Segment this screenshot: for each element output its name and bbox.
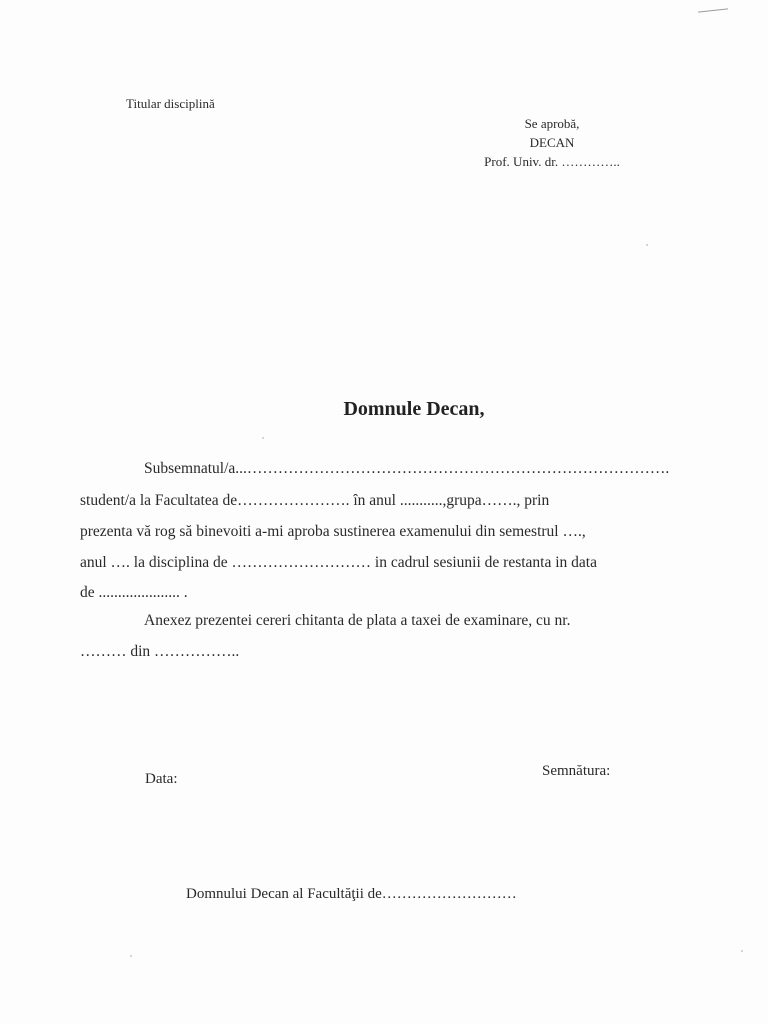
course-holder-label: Titular disciplină — [126, 96, 215, 111]
dean-label: DECAN — [529, 135, 575, 150]
body-line-3: prezenta vă rog să binevoiti a-mi aproba sustinerea examenului din semestrul …., — [80, 523, 586, 540]
signature-label: Semnătura: — [542, 763, 611, 779]
date-label: Data: — [145, 771, 178, 787]
body-line-5: de ..................... . — [80, 584, 188, 601]
addressee-line: Domnului Decan al Facultăţii de……………………… — [186, 886, 517, 902]
approval-line: Se aprobă, — [524, 116, 580, 131]
salutation-heading: Domnule Decan, — [343, 398, 485, 420]
approval-block — [462, 114, 642, 171]
scan-speck — [646, 244, 648, 246]
body-line-1: Subsemnatul/a...………………………………………………………………………. — [144, 460, 670, 477]
scan-speck — [130, 955, 132, 957]
body-line-7: ……… din …………….. — [80, 643, 240, 660]
scan-speck — [262, 437, 264, 439]
scan-artifact — [698, 8, 728, 12]
scan-speck — [741, 950, 743, 952]
body-line-4: anul …. la disciplina de ……………………… in cadrul sesiunii de restanta in data — [80, 554, 597, 571]
body-line-6: Anexez prezentei cereri chitanta de plata a taxei de examinare, cu nr. — [144, 612, 571, 629]
body-line-2: student/a la Facultatea de…………………. în anul ...........,grupa……., prin — [80, 492, 550, 509]
dean-title-line: Prof. Univ. dr. ………….. — [484, 154, 620, 169]
